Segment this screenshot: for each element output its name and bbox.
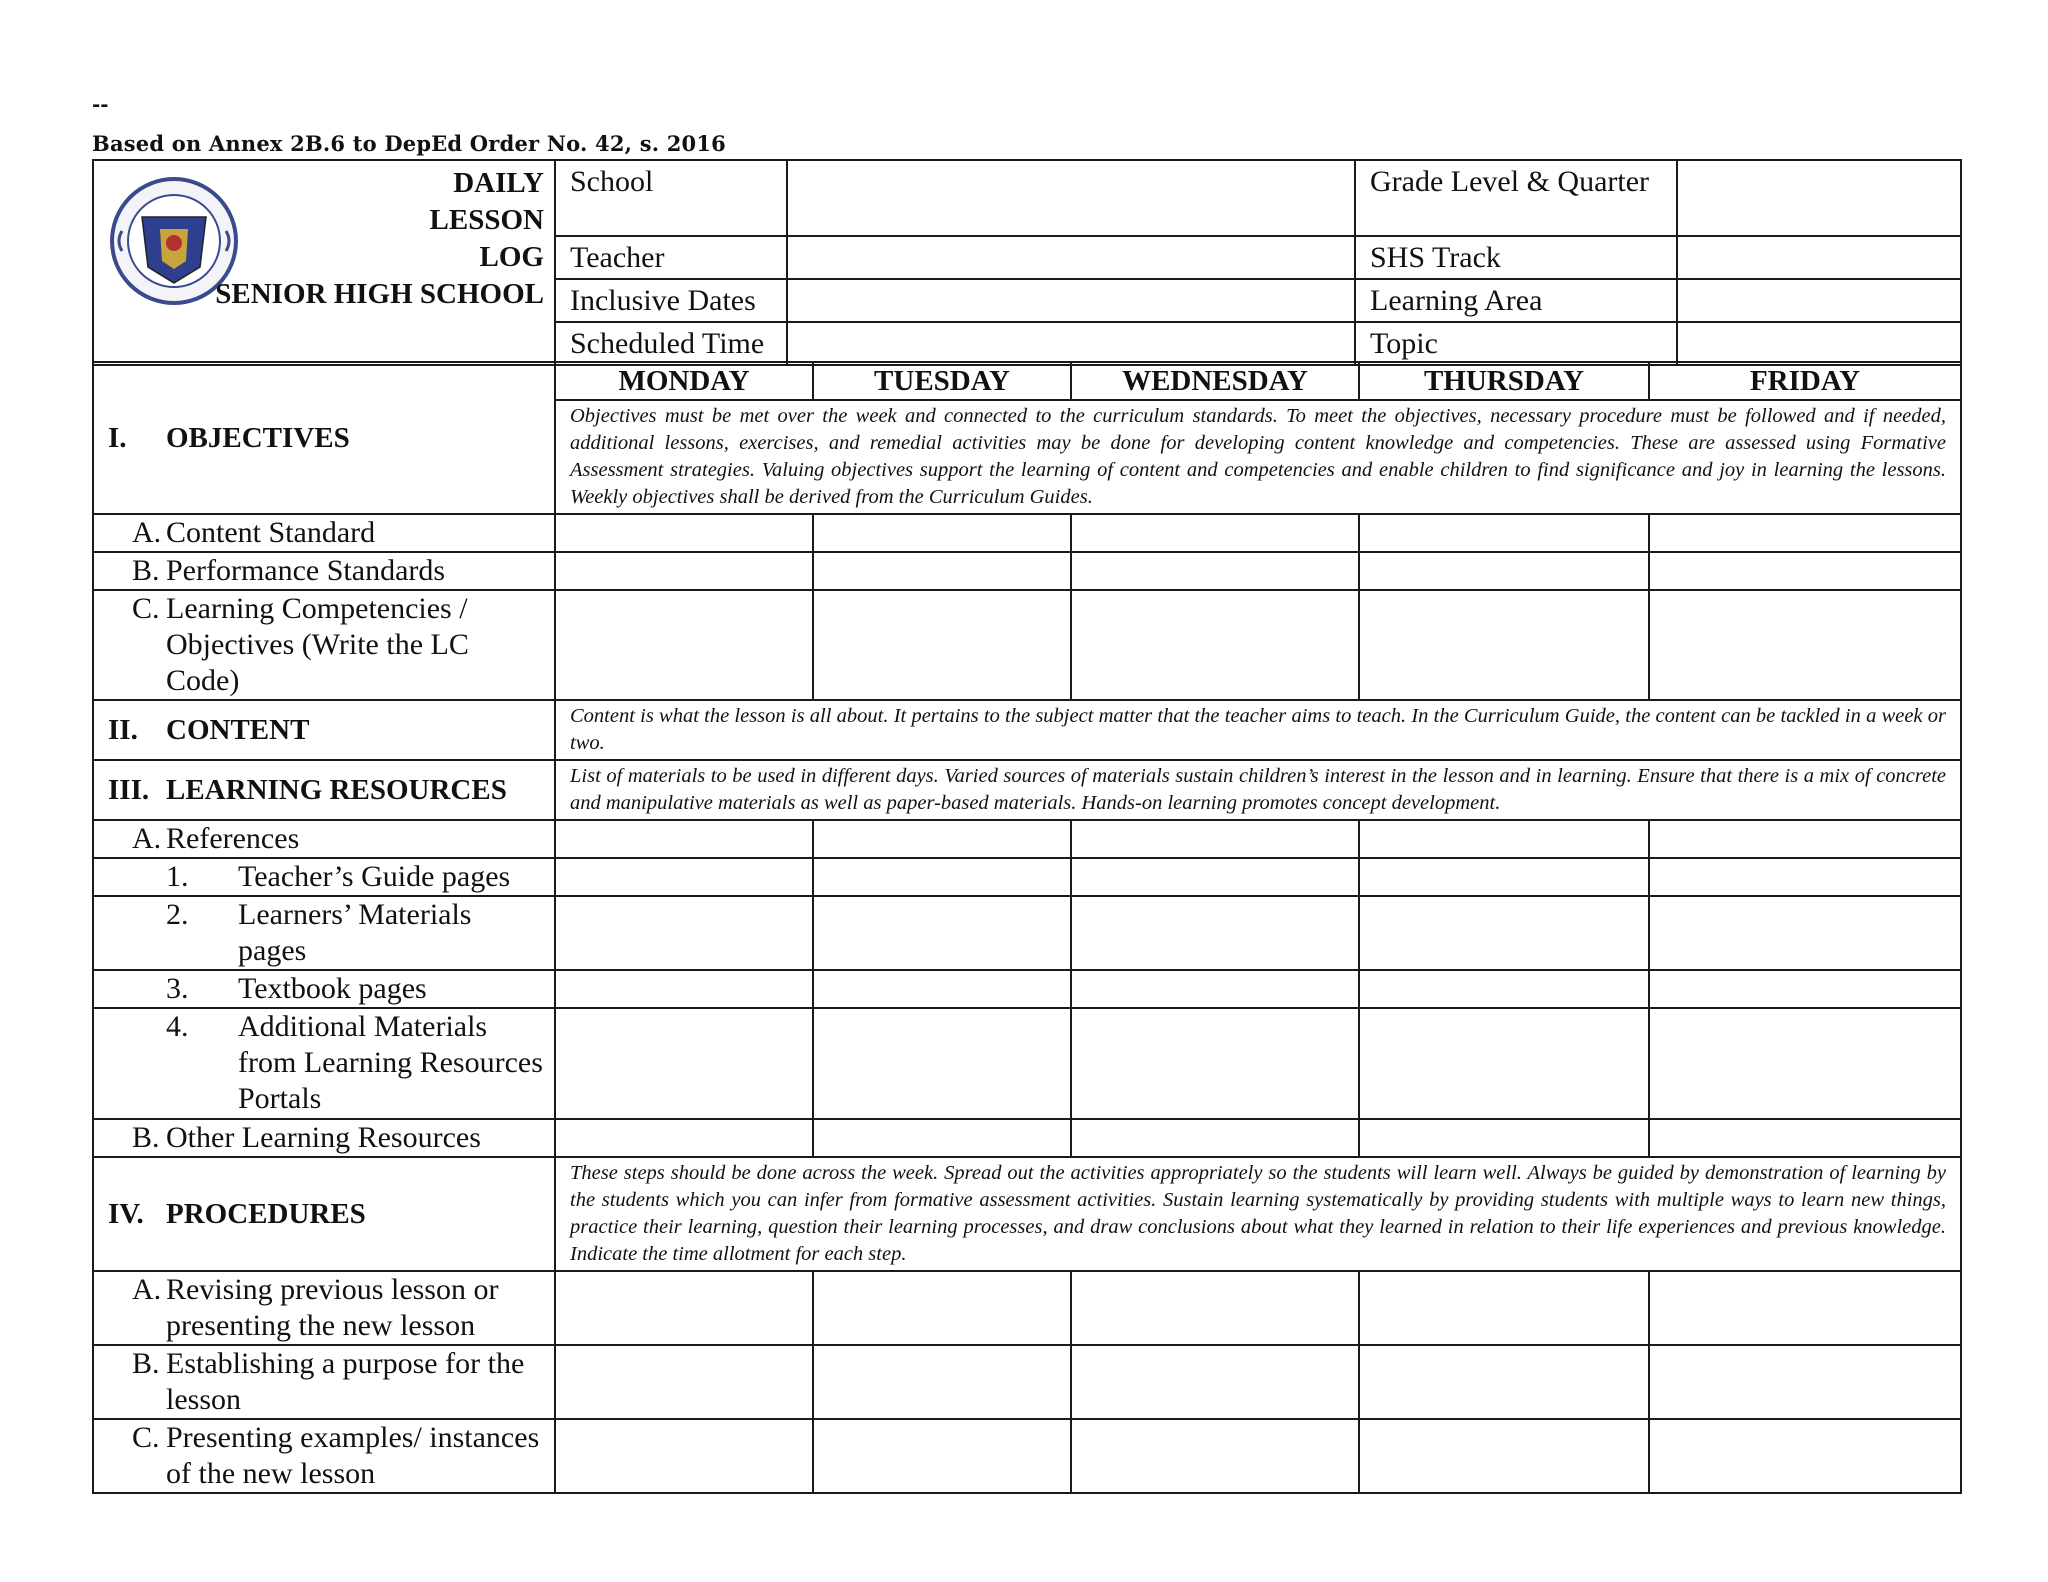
cell-monday[interactable] — [555, 1271, 813, 1345]
cell-wednesday[interactable] — [1071, 970, 1359, 1008]
row-label: Presenting examples/ instances of the new lesson — [166, 1421, 540, 1490]
learning-area-label: Learning Area — [1355, 279, 1677, 322]
cell-monday[interactable] — [555, 590, 813, 700]
brand-line-daily: DAILY — [453, 167, 544, 199]
row-revising-lesson — [93, 1271, 555, 1345]
row-number: 4. — [166, 1010, 189, 1043]
section-learning-resources — [93, 760, 555, 820]
cell-thursday[interactable] — [1359, 514, 1649, 552]
row-textbook-pages — [93, 970, 555, 1008]
cell-monday[interactable] — [555, 514, 813, 552]
row-label: Learning Competencies / Objectives (Write the LC Code) — [166, 592, 469, 697]
school-label: School — [555, 160, 787, 236]
cell-tuesday[interactable] — [813, 1008, 1071, 1119]
section-title: CONTENT — [166, 713, 310, 746]
cell-thursday[interactable] — [1359, 1419, 1649, 1493]
scheduled-time-label: Scheduled Time — [555, 322, 787, 365]
section-number: IV. — [108, 1197, 144, 1230]
school-value[interactable] — [787, 160, 1355, 236]
cell-tuesday[interactable] — [813, 514, 1071, 552]
section-title: OBJECTIVES — [166, 421, 350, 454]
section-procedures — [93, 1157, 555, 1271]
row-label: Content Standard — [166, 516, 376, 549]
topic-label: Topic — [1355, 322, 1677, 365]
cell-friday[interactable] — [1649, 858, 1961, 896]
cell-tuesday[interactable] — [813, 858, 1071, 896]
row-letter: B. — [132, 1121, 160, 1154]
cell-friday[interactable] — [1649, 1419, 1961, 1493]
row-content-standard — [93, 514, 555, 552]
shs-track-value[interactable] — [1677, 236, 1961, 279]
cell-thursday[interactable] — [1359, 820, 1649, 858]
row-letter: A. — [132, 516, 162, 549]
cell-monday[interactable] — [555, 858, 813, 896]
row-label: Revising previous lesson or presenting the new lesson — [166, 1273, 499, 1342]
cell-friday[interactable] — [1649, 896, 1961, 970]
scheduled-time-value[interactable] — [787, 322, 1355, 365]
cell-wednesday[interactable] — [1071, 1271, 1359, 1345]
brand-line-lesson: LESSON — [429, 204, 544, 236]
row-number: 3. — [166, 972, 189, 1005]
teacher-label: Teacher — [555, 236, 787, 279]
brand-line-log: LOG — [479, 241, 544, 273]
cell-thursday[interactable] — [1359, 858, 1649, 896]
cell-friday[interactable] — [1649, 820, 1961, 858]
row-letter: B. — [132, 1347, 160, 1380]
cell-thursday[interactable] — [1359, 1271, 1649, 1345]
section-number: II. — [108, 713, 138, 746]
row-learners-materials — [93, 896, 555, 970]
cell-thursday[interactable] — [1359, 1119, 1649, 1157]
topic-value[interactable] — [1677, 322, 1961, 365]
cell-monday[interactable] — [555, 896, 813, 970]
cell-wednesday[interactable] — [1071, 1119, 1359, 1157]
objectives-description: Objectives must be met over the week and connected to the curriculum standards. To meet the objectives, necessary procedure must be followed and if needed, additional lessons, exercises, and remedial activities may be done for developing content knowledge and competencies. These are assessed using Formative Assessment strategies. Valuing objectives support the learning of content and competencies and enable children to find significance and joy in learning the lessons. Weekly objectives shall be derived from the Curriculum Guides. — [555, 400, 1961, 514]
row-label: References — [166, 822, 300, 855]
inclusive-dates-label: Inclusive Dates — [555, 279, 787, 322]
cell-friday[interactable] — [1649, 1119, 1961, 1157]
cell-monday[interactable] — [555, 1008, 813, 1119]
inclusive-dates-value[interactable] — [787, 279, 1355, 322]
row-letter: C. — [132, 1421, 160, 1454]
cell-wednesday[interactable] — [1071, 858, 1359, 896]
cell-monday[interactable] — [555, 552, 813, 590]
grade-level-label: Grade Level & Quarter — [1355, 160, 1677, 236]
day-tuesday: TUESDAY — [813, 362, 1071, 400]
cell-friday[interactable] — [1649, 1345, 1961, 1419]
cell-tuesday[interactable] — [813, 552, 1071, 590]
section-number: III. — [108, 773, 150, 806]
learning-area-value[interactable] — [1677, 279, 1961, 322]
section-title: PROCEDURES — [166, 1197, 366, 1230]
cell-monday[interactable] — [555, 1419, 813, 1493]
cell-friday[interactable] — [1649, 514, 1961, 552]
page-marker: -- — [92, 92, 109, 116]
row-teachers-guide — [93, 858, 555, 896]
row-label: Performance Standards — [166, 554, 446, 587]
cell-tuesday[interactable] — [813, 590, 1071, 700]
brand-cell — [93, 160, 555, 365]
row-establishing-purpose — [93, 1345, 555, 1419]
cell-wednesday[interactable] — [1071, 590, 1359, 700]
procedures-description: These steps should be done across the week. Spread out the activities appropriately so the students will learn well. Always be guided by demonstration of learning by the students which you can infer from formative assessment activities. Sustain learning systematically by providing students with multiple ways to learn new things, practice their learning, question their learning processes, and draw conclusions about what they learned in relation to their life experiences and previous knowledge. Indicate the time allotment for each step. — [555, 1157, 1961, 1271]
section-content — [93, 700, 555, 760]
cell-tuesday[interactable] — [813, 1345, 1071, 1419]
cell-monday[interactable] — [555, 1119, 813, 1157]
row-letter: C. — [132, 592, 160, 625]
cell-wednesday[interactable] — [1071, 820, 1359, 858]
cell-wednesday[interactable] — [1071, 1008, 1359, 1119]
row-presenting-examples — [93, 1419, 555, 1493]
day-friday: FRIDAY — [1649, 362, 1961, 400]
row-references — [93, 820, 555, 858]
cell-wednesday[interactable] — [1071, 896, 1359, 970]
cell-monday[interactable] — [555, 820, 813, 858]
row-performance-standards — [93, 552, 555, 590]
row-label: Learners’ Materials pages — [238, 898, 472, 967]
cell-tuesday[interactable] — [813, 1419, 1071, 1493]
cell-tuesday[interactable] — [813, 970, 1071, 1008]
cell-wednesday[interactable] — [1071, 514, 1359, 552]
header-table — [92, 159, 1962, 366]
annex-reference: Based on Annex 2B.6 to DepEd Order No. 42, s. 2016 — [92, 131, 726, 156]
day-monday: MONDAY — [555, 362, 813, 400]
section-objectives — [93, 362, 555, 514]
brand-line-shs: SENIOR HIGH SCHOOL — [215, 278, 544, 310]
brand-title — [215, 165, 544, 313]
teacher-value[interactable] — [787, 236, 1355, 279]
cell-friday[interactable] — [1649, 590, 1961, 700]
day-wednesday: WEDNESDAY — [1071, 362, 1359, 400]
resources-description: List of materials to be used in different days. Varied sources of materials sustain children’s interest in the lesson and in learning. Ensure that there is a mix of concrete and manipulative materials as well as paper-based materials. Hands-on learning promotes concept development. — [555, 760, 1961, 820]
row-number: 1. — [166, 860, 189, 893]
row-letter: A. — [132, 1273, 162, 1306]
row-label: Other Learning Resources — [166, 1121, 481, 1154]
cell-thursday[interactable] — [1359, 970, 1649, 1008]
row-label: Textbook pages — [238, 972, 427, 1005]
row-label: Additional Materials from Learning Resources Portals — [238, 1010, 543, 1115]
lesson-log-table — [92, 361, 1962, 1494]
row-other-resources — [93, 1119, 555, 1157]
row-label: Teacher’s Guide pages — [238, 860, 511, 893]
cell-thursday[interactable] — [1359, 552, 1649, 590]
cell-tuesday[interactable] — [813, 1119, 1071, 1157]
cell-tuesday[interactable] — [813, 896, 1071, 970]
day-thursday: THURSDAY — [1359, 362, 1649, 400]
row-additional-materials — [93, 1008, 555, 1119]
row-learning-competencies — [93, 590, 555, 700]
cell-friday[interactable] — [1649, 1271, 1961, 1345]
cell-wednesday[interactable] — [1071, 552, 1359, 590]
cell-friday[interactable] — [1649, 552, 1961, 590]
row-number: 2. — [166, 898, 189, 931]
row-letter: A. — [132, 822, 162, 855]
cell-tuesday[interactable] — [813, 820, 1071, 858]
row-label: Establishing a purpose for the lesson — [166, 1347, 525, 1416]
cell-thursday[interactable] — [1359, 590, 1649, 700]
cell-wednesday[interactable] — [1071, 1419, 1359, 1493]
section-number: I. — [108, 421, 127, 454]
row-letter: B. — [132, 554, 160, 587]
cell-monday[interactable] — [555, 970, 813, 1008]
cell-thursday[interactable] — [1359, 1345, 1649, 1419]
content-description: Content is what the lesson is all about. It pertains to the subject matter that the teacher aims to teach. In the Curriculum Guide, the content can be tackled in a week or two. — [555, 700, 1961, 760]
cell-monday[interactable] — [555, 1345, 813, 1419]
cell-thursday[interactable] — [1359, 1008, 1649, 1119]
cell-wednesday[interactable] — [1071, 1345, 1359, 1419]
cell-tuesday[interactable] — [813, 1271, 1071, 1345]
cell-friday[interactable] — [1649, 970, 1961, 1008]
shs-track-label: SHS Track — [1355, 236, 1677, 279]
cell-thursday[interactable] — [1359, 896, 1649, 970]
grade-level-value[interactable] — [1677, 160, 1961, 236]
cell-friday[interactable] — [1649, 1008, 1961, 1119]
section-title: LEARNING RESOURCES — [166, 773, 507, 806]
